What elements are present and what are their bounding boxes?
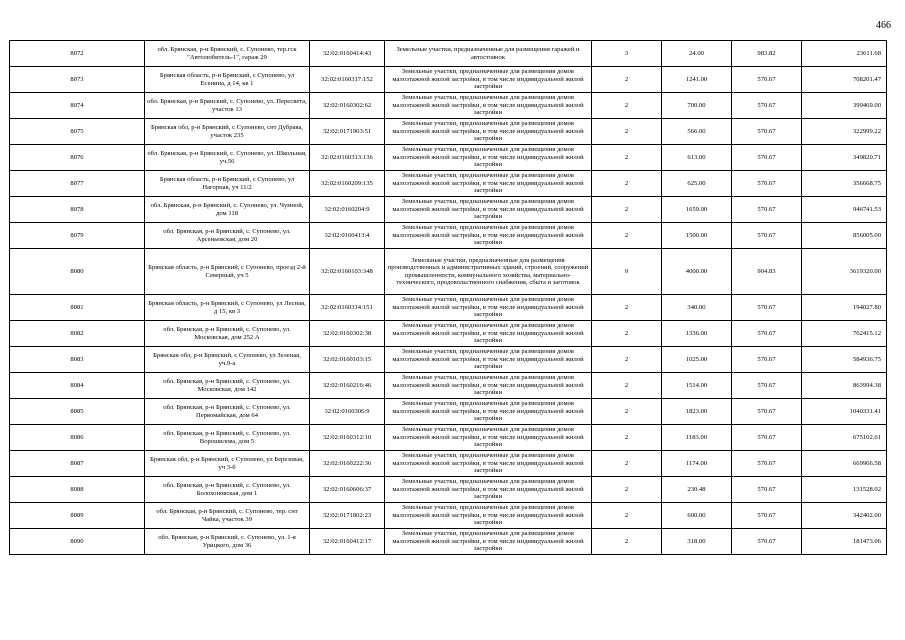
- specific-value-cell: 570.67: [732, 347, 802, 373]
- cadastral-value-cell: 181473.06: [802, 529, 887, 555]
- area-cell: 700.00: [662, 93, 732, 119]
- table-row: [10, 451, 887, 477]
- land-use-cell: Земельные участки, предназначенные для размещения домов малоэтажной жилой застройки, в том числе индивидуальной жилой застройки: [385, 119, 592, 145]
- group-cell: 2: [592, 119, 662, 145]
- group-cell: 2: [592, 347, 662, 373]
- land-use-cell: Земельные участки, предназначенные для размещения домов малоэтажной жилой застройки, в том числе индивидуальной жилой застройки: [385, 503, 592, 529]
- cadastral-number-cell: 32:02:0160412:17: [310, 529, 385, 555]
- address-cell: обл. Брянская, р-н Брянский, с. Супонево, ул. Ворошилова, дом 5: [145, 425, 310, 451]
- address-cell: обл. Брянская, р-н Брянский, с. Супонево, ул. Московская, дом 142: [145, 373, 310, 399]
- cadastral-value-cell: 669966.58: [802, 451, 887, 477]
- address-cell: Брянская область, р-н Брянский, с Супонево, ул Лесная, д 15, кв 3: [145, 295, 310, 321]
- area-cell: 318.00: [662, 529, 732, 555]
- cadastral-value-cell: 708201.47: [802, 67, 887, 93]
- table-row: [10, 197, 887, 223]
- address-cell: обл. Брянская, р-н Брянский, с. Супонево, ул. Московская, дом 252 А: [145, 321, 310, 347]
- group-cell: 2: [592, 67, 662, 93]
- table-row: [10, 171, 887, 197]
- cadastral-number-cell: 32:02:0171903:51: [310, 119, 385, 145]
- area-cell: 1336.00: [662, 321, 732, 347]
- area-cell: 230.48: [662, 477, 732, 503]
- specific-value-cell: 570.67: [732, 477, 802, 503]
- cadastral-number-cell: 32:02:0160209:135: [310, 171, 385, 197]
- row-id: 8077: [10, 171, 145, 197]
- specific-value-cell: 570.67: [732, 171, 802, 197]
- table-row: [10, 477, 887, 503]
- area-cell: 1025.00: [662, 347, 732, 373]
- row-id: 8080: [10, 249, 145, 295]
- land-use-cell: Земельные участки, предназначенные для размещения домов малоэтажной жилой застройки, в том числе индивидуальной жилой застройки: [385, 477, 592, 503]
- cadastral-number-cell: 32:02:0160314:151: [310, 295, 385, 321]
- area-cell: 1514.00: [662, 373, 732, 399]
- specific-value-cell: 570.67: [732, 503, 802, 529]
- group-cell: 2: [592, 223, 662, 249]
- address-cell: Брянская область, р-н Брянский, с Супонево, проезд 2-й Северный, уч 5: [145, 249, 310, 295]
- cadastral-value-cell: 399469.00: [802, 93, 887, 119]
- cadastral-number-cell: 32:02:0160312:10: [310, 425, 385, 451]
- row-id: 8079: [10, 223, 145, 249]
- specific-value-cell: 570.67: [732, 223, 802, 249]
- cadastral-number-cell: 32:02:0160103:15: [310, 347, 385, 373]
- group-cell: 2: [592, 373, 662, 399]
- cadastral-number-cell: 32:02:0160222:36: [310, 451, 385, 477]
- group-cell: 2: [592, 529, 662, 555]
- row-id: 8074: [10, 93, 145, 119]
- specific-value-cell: 570.67: [732, 119, 802, 145]
- table-row: [10, 425, 887, 451]
- specific-value-cell: 983.82: [732, 41, 802, 67]
- cadastral-value-cell: 863994.38: [802, 373, 887, 399]
- cadastral-value-cell: 322999.22: [802, 119, 887, 145]
- land-use-cell: Земельные участки, предназначенные для размещения домов малоэтажной жилой застройки, в том числе индивидуальной жилой застройки: [385, 425, 592, 451]
- table-row: [10, 321, 887, 347]
- cadastral-number-cell: 32:02:0160302:62: [310, 93, 385, 119]
- table-row: [10, 503, 887, 529]
- address-cell: Брянская обл, р-н Брянский, с Супонево, ул Зеленая, уч.9-а: [145, 347, 310, 373]
- cadastral-number-cell: 32:02:0160103:348: [310, 249, 385, 295]
- row-id: 8086: [10, 425, 145, 451]
- specific-value-cell: 904.83: [732, 249, 802, 295]
- address-cell: обл. Брянская, р-н Брянский, с. Супонево, ул. Болохоновская, дом 1: [145, 477, 310, 503]
- group-cell: 2: [592, 399, 662, 425]
- cadastral-number-cell: 32:02:0160414:43: [310, 41, 385, 67]
- specific-value-cell: 570.67: [732, 399, 802, 425]
- address-cell: Брянская область, р-н Брянский, с Супонево, ул Нагорная, уч 11/2: [145, 171, 310, 197]
- specific-value-cell: 570.67: [732, 67, 802, 93]
- area-cell: 566.00: [662, 119, 732, 145]
- row-id: 8075: [10, 119, 145, 145]
- land-use-cell: Земельные участки, предназначенные для размещения производственных и административных зданий, строений, сооружений промышленности, коммунального хозяйства, материально-технического, продовольственного снабжения, сбыта и заготовок: [385, 249, 592, 295]
- land-use-cell: Земельные участки, предназначенные для размещения домов малоэтажной жилой застройки, в том числе индивидуальной жилой застройки: [385, 399, 592, 425]
- address-cell: обл. Брянская, р-н Брянский, с. Супонево, ул. Пересвета, участок 13: [145, 93, 310, 119]
- land-use-cell: Земельные участки, предназначенные для размещения домов малоэтажной жилой застройки, в том числе индивидуальной жилой застройки: [385, 145, 592, 171]
- land-use-cell: Земельные участки, предназначенные для размещения домов малоэтажной жилой застройки, в том числе индивидуальной жилой застройки: [385, 171, 592, 197]
- land-use-cell: Земельные участки, предназначенные для размещения домов малоэтажной жилой застройки, в том числе индивидуальной жилой застройки: [385, 197, 592, 223]
- land-use-cell: Земельные участки, предназначенные для размещения домов малоэтажной жилой застройки, в том числе индивидуальной жилой застройки: [385, 373, 592, 399]
- land-use-cell: Земельные участки, предназначенные для размещения гаражей и автостоянок: [385, 41, 592, 67]
- specific-value-cell: 570.67: [732, 451, 802, 477]
- address-cell: обл. Брянская, р-н Брянский, с. Супонево, тер. снт Чайка, участок 39: [145, 503, 310, 529]
- cadastral-number-cell: 32:02:0160413:4: [310, 223, 385, 249]
- land-use-cell: Земельные участки, предназначенные для размещения домов малоэтажной жилой застройки, в том числе индивидуальной жилой застройки: [385, 223, 592, 249]
- row-id: 8089: [10, 503, 145, 529]
- address-cell: Брянская область, р-н Брянский, с Супонево, ул Есенина, д 14, кв 1: [145, 67, 310, 93]
- area-cell: 613.00: [662, 145, 732, 171]
- specific-value-cell: 570.67: [732, 529, 802, 555]
- cadastral-value-cell: 342402.00: [802, 503, 887, 529]
- land-use-cell: Земельные участки, предназначенные для размещения домов малоэтажной жилой застройки, в том числе индивидуальной жилой застройки: [385, 347, 592, 373]
- land-use-cell: Земельные участки, предназначенные для размещения домов малоэтажной жилой застройки, в том числе индивидуальной жилой застройки: [385, 321, 592, 347]
- table-row: [10, 295, 887, 321]
- land-use-cell: Земельные участки, предназначенные для размещения домов малоэтажной жилой застройки, в том числе индивидуальной жилой застройки: [385, 295, 592, 321]
- table-row: [10, 399, 887, 425]
- address-cell: обл. Брянская, р-н Брянский, с. Супонево, ул. 1-я Урицкого, дом 36: [145, 529, 310, 555]
- specific-value-cell: 570.67: [732, 295, 802, 321]
- cadastral-number-cell: 32:02:0160204:9: [310, 197, 385, 223]
- row-id: 8085: [10, 399, 145, 425]
- row-id: 8078: [10, 197, 145, 223]
- group-cell: 2: [592, 171, 662, 197]
- table-body: [10, 41, 887, 555]
- group-cell: 2: [592, 321, 662, 347]
- cadastral-value-cell: 1040331.41: [802, 399, 887, 425]
- area-cell: 625.00: [662, 171, 732, 197]
- area-cell: 1659.00: [662, 197, 732, 223]
- area-cell: 340.00: [662, 295, 732, 321]
- specific-value-cell: 570.67: [732, 145, 802, 171]
- cadastral-value-cell: 584936.75: [802, 347, 887, 373]
- table-row: [10, 373, 887, 399]
- group-cell: 2: [592, 451, 662, 477]
- cadastral-number-cell: 32:02:0160306:9: [310, 399, 385, 425]
- table-row: [10, 41, 887, 67]
- specific-value-cell: 570.67: [732, 197, 802, 223]
- table-row: [10, 119, 887, 145]
- land-use-cell: Земельные участки, предназначенные для размещения домов малоэтажной жилой застройки, в том числе индивидуальной жилой застройки: [385, 451, 592, 477]
- address-cell: Брянская обл, р-н Брянский, с Супонево, снт Дубрава, участок 235: [145, 119, 310, 145]
- address-cell: обл. Брянская, р-н Брянский, с. Супонево, ул. Чумной, дом 118: [145, 197, 310, 223]
- land-use-cell: Земельные участки, предназначенные для размещения домов малоэтажной жилой застройки, в том числе индивидуальной жилой застройки: [385, 93, 592, 119]
- specific-value-cell: 570.67: [732, 321, 802, 347]
- table-row: [10, 249, 887, 295]
- cadastral-value-cell: 675102.61: [802, 425, 887, 451]
- land-use-cell: Земельные участки, предназначенные для размещения домов малоэтажной жилой застройки, в том числе индивидуальной жилой застройки: [385, 67, 592, 93]
- area-cell: 600.00: [662, 503, 732, 529]
- row-id: 8082: [10, 321, 145, 347]
- address-cell: обл. Брянская, р-н Брянский, с. Супонево, ул. Первомайская, дом 64: [145, 399, 310, 425]
- cadastral-value-cell: 131528.02: [802, 477, 887, 503]
- area-cell: 1174.00: [662, 451, 732, 477]
- cadastral-number-cell: 32:02:0160606:37: [310, 477, 385, 503]
- cadastral-number-cell: 32:02:0160216:46: [310, 373, 385, 399]
- group-cell: 2: [592, 295, 662, 321]
- cadastral-value-table: [9, 40, 887, 555]
- table-row: [10, 93, 887, 119]
- specific-value-cell: 570.67: [732, 93, 802, 119]
- specific-value-cell: 570.67: [732, 425, 802, 451]
- cadastral-number-cell: 32:02:0160317:152: [310, 67, 385, 93]
- cadastral-value-cell: 23611.68: [802, 41, 887, 67]
- area-cell: 1183.00: [662, 425, 732, 451]
- row-id: 8072: [10, 41, 145, 67]
- table-row: [10, 223, 887, 249]
- area-cell: 4000.00: [662, 249, 732, 295]
- group-cell: 2: [592, 93, 662, 119]
- land-use-cell: Земельные участки, предназначенные для размещения домов малоэтажной жилой застройки, в том числе индивидуальной жилой застройки: [385, 529, 592, 555]
- group-cell: 2: [592, 425, 662, 451]
- cadastral-value-cell: 856005.00: [802, 223, 887, 249]
- address-cell: обл. Брянская, р-н Брянский, с. Супонево, ул. Арсеньевская, дом 20: [145, 223, 310, 249]
- row-id: 8087: [10, 451, 145, 477]
- group-cell: 9: [592, 249, 662, 295]
- cadastral-value-cell: 194027.80: [802, 295, 887, 321]
- table-row: [10, 529, 887, 555]
- row-id: 8090: [10, 529, 145, 555]
- area-cell: 1500.00: [662, 223, 732, 249]
- table-row: [10, 67, 887, 93]
- cadastral-value-cell: 3619320.00: [802, 249, 887, 295]
- cadastral-value-cell: 349820.71: [802, 145, 887, 171]
- area-cell: 1823.00: [662, 399, 732, 425]
- group-cell: 2: [592, 145, 662, 171]
- table-row: [10, 347, 887, 373]
- row-id: 8081: [10, 295, 145, 321]
- cadastral-number-cell: 32:02:0160313:136: [310, 145, 385, 171]
- specific-value-cell: 570.67: [732, 373, 802, 399]
- table-row: [10, 145, 887, 171]
- cadastral-number-cell: 32:02:0160302:38: [310, 321, 385, 347]
- page-number: 466: [876, 20, 891, 31]
- group-cell: 2: [592, 477, 662, 503]
- address-cell: обл. Брянская, р-н Брянский, с. Супонево, ул. Школьная, уч.56: [145, 145, 310, 171]
- group-cell: 3: [592, 41, 662, 67]
- cadastral-number-cell: 32:02:0171802:23: [310, 503, 385, 529]
- address-cell: обл. Брянская, р-н Брянский, с. Супонево, тер.гск "Автолюбитель-1", гараж 29: [145, 41, 310, 67]
- address-cell: Брянская обл, р-н Брянский, с Супонево, ул Березовая, уч 3-б: [145, 451, 310, 477]
- row-id: 8073: [10, 67, 145, 93]
- cadastral-value-cell: 762415.12: [802, 321, 887, 347]
- row-id: 8088: [10, 477, 145, 503]
- cadastral-value-cell: 356668.75: [802, 171, 887, 197]
- row-id: 8076: [10, 145, 145, 171]
- area-cell: 24.00: [662, 41, 732, 67]
- row-id: 8083: [10, 347, 145, 373]
- group-cell: 2: [592, 197, 662, 223]
- group-cell: 2: [592, 503, 662, 529]
- area-cell: 1241.00: [662, 67, 732, 93]
- cadastral-value-cell: 946741.53: [802, 197, 887, 223]
- row-id: 8084: [10, 373, 145, 399]
